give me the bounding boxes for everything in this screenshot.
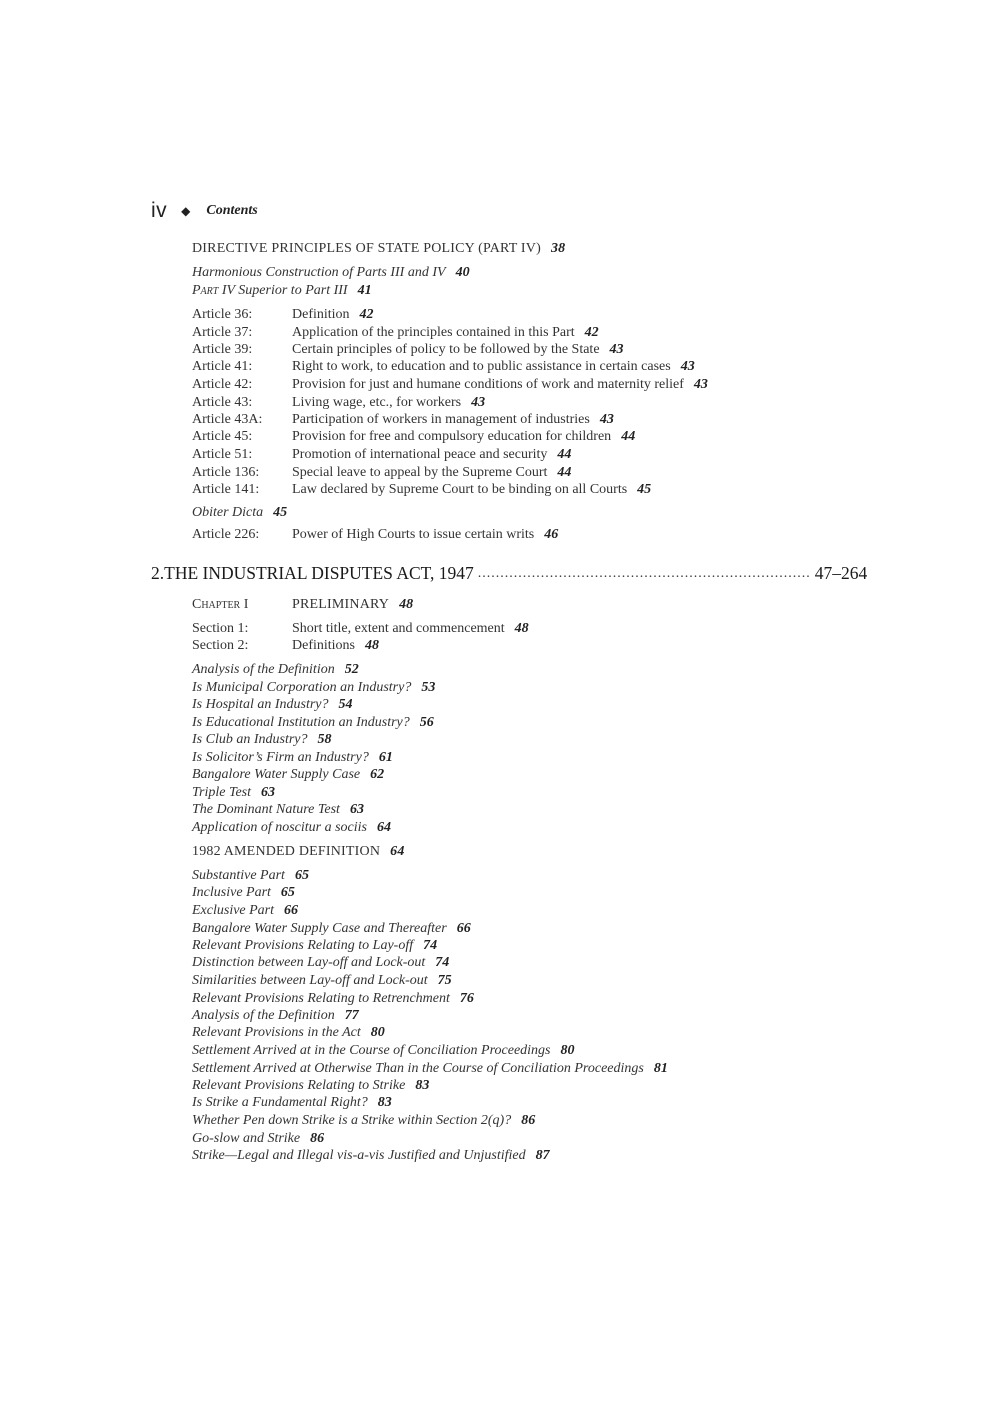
toc-topic: Relevant Provisions Relating to Retrenchment 76 (192, 991, 474, 1006)
toc-topic: Is Solicitor’s Firm an Industry? 61 (192, 750, 393, 765)
toc-topic: Part IV Superior to Part III 41 (192, 283, 372, 298)
toc-section: Section 2: Definitions 48 (192, 638, 379, 653)
toc-topic: Relevant Provisions Relating to Strike 83 (192, 1078, 430, 1093)
toc-topic: Substantive Part 65 (192, 868, 309, 883)
toc-article: Article 141: Law declared by Supreme Court to be binding on all Courts 45 (192, 482, 652, 497)
toc-article: Article 39: Certain principles of policy to be followed by the State 43 (192, 342, 624, 357)
toc-topic: Is Municipal Corporation an Industry? 53 (192, 680, 436, 695)
toc-article: Article 226: Power of High Courts to issue certain writs 46 (192, 527, 559, 542)
toc-topic: Settlement Arrived at Otherwise Than in the Course of Conciliation Proceedings 81 (192, 1061, 668, 1076)
toc-article: Article 36: Definition 42 (192, 307, 374, 322)
toc-topic: Is Club an Industry? 58 (192, 732, 332, 747)
toc-topic: Strike—Legal and Illegal vis-a-vis Justified and Unjustified 87 (192, 1148, 550, 1163)
toc-article: Article 43: Living wage, etc., for workers 43 (192, 395, 486, 410)
toc-topic: Exclusive Part 66 (192, 903, 299, 918)
toc-subheading: 1982 AMENDED DEFINITION 64 (192, 844, 405, 859)
toc-article: Article 45: Provision for free and compulsory education for children 44 (192, 429, 636, 444)
toc-topic: The Dominant Nature Test 63 (192, 802, 364, 817)
toc-topic: Settlement Arrived at in the Course of Conciliation Proceedings 80 (192, 1043, 575, 1058)
toc-article: Article 42: Provision for just and humane conditions of work and maternity relief 43 (192, 377, 708, 392)
toc-topic: Is Strike a Fundamental Right? 83 (192, 1095, 392, 1110)
toc-topic: Analysis of the Definition 52 (192, 662, 359, 677)
toc-topic: Go-slow and Strike 86 (192, 1131, 325, 1146)
toc-topic: Is Educational Institution an Industry? 56 (192, 715, 434, 730)
toc-chapter-entry: Chapter I PRELIMINARY 48 (192, 597, 414, 612)
part-iv-heading: DIRECTIVE PRINCIPLES OF STATE POLICY (PART IV) 38 (192, 241, 566, 256)
toc-topic: Inclusive Part 65 (192, 885, 295, 900)
toc-topic: Similarities between Lay-off and Lock-out 75 (192, 973, 452, 988)
toc-section: Section 1: Short title, extent and commencement 48 (192, 621, 529, 636)
toc-topic: Whether Pen down Strike is a Strike within Section 2(q)? 86 (192, 1113, 536, 1128)
page-folio: iv (151, 199, 168, 222)
chapter-number: 2. (151, 563, 165, 583)
toc-topic: Bangalore Water Supply Case 62 (192, 767, 385, 782)
toc-topic: Relevant Provisions in the Act 80 (192, 1025, 385, 1040)
toc-topic: Bangalore Water Supply Case and Thereafter 66 (192, 921, 471, 936)
chapter-pages: 47–264 (814, 563, 868, 583)
running-header (151, 197, 258, 225)
dot-leader: .......................................................................... (477, 566, 811, 581)
toc-obiter: Obiter Dicta 45 (192, 505, 288, 520)
chapter-heading (151, 563, 868, 585)
toc-topic: Harmonious Construction of Parts III and IV 40 (192, 265, 470, 280)
toc-topic: Distinction between Lay-off and Lock-out 74 (192, 955, 450, 970)
toc-article: Article 136: Special leave to appeal by the Supreme Court 44 (192, 465, 572, 480)
diamond-icon: ◆ (181, 203, 191, 218)
toc-article: Article 37: Application of the principles contained in this Part 42 (192, 325, 599, 340)
chapter-title: THE INDUSTRIAL DISPUTES ACT, 1947 (164, 563, 474, 583)
toc-topic: Relevant Provisions Relating to Lay-off 74 (192, 938, 438, 953)
toc-article: Article 43A: Participation of workers in management of industries 43 (192, 412, 614, 427)
toc-article: Article 41: Right to work, to education and to public assistance in certain cases 43 (192, 359, 695, 374)
toc-topic: Triple Test 63 (192, 785, 276, 800)
toc-topic: Analysis of the Definition 77 (192, 1008, 359, 1023)
toc-article: Article 51: Promotion of international peace and security 44 (192, 447, 572, 462)
toc-topic: Application of noscitur a sociis 64 (192, 820, 391, 835)
running-title: Contents (206, 203, 258, 218)
toc-topic: Is Hospital an Industry? 54 (192, 697, 353, 712)
